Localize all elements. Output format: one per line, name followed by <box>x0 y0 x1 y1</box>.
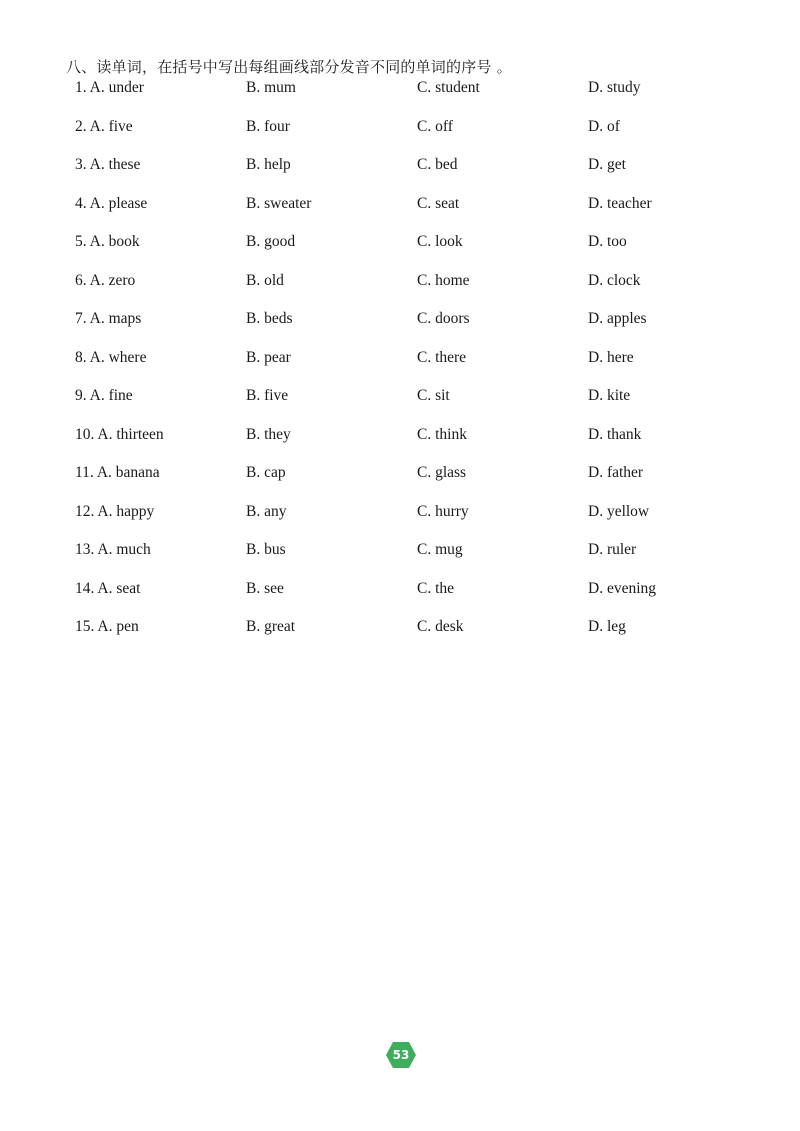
exercise-instruction: 八、读单词，在括号中写出每组画线部分发音不同的单词的序号 。 <box>66 58 512 76</box>
option-b: B. four <box>246 118 290 135</box>
question-row <box>0 76 800 100</box>
option-a: 13. A. much <box>75 541 151 558</box>
option-b: B. good <box>246 233 296 250</box>
option-c: C. think <box>417 426 467 443</box>
option-b: B. beds <box>246 310 293 327</box>
option-a: 3. A. these <box>75 156 141 173</box>
option-d: D. get <box>588 156 626 173</box>
option-d: D. kite <box>588 387 631 404</box>
option-a: 11. A. banana <box>75 464 160 481</box>
option-c: C. the <box>417 580 455 597</box>
option-d: D. ruler <box>588 541 637 558</box>
option-c: C. glass <box>417 464 467 481</box>
option-c: C. bed <box>417 156 458 173</box>
option-c: C. sit <box>417 387 450 404</box>
question-row <box>0 307 800 331</box>
question-row <box>0 192 800 216</box>
option-d: D. too <box>588 233 627 250</box>
option-b: B. five <box>246 387 289 404</box>
option-a: 7. A. maps <box>75 310 142 327</box>
option-a: 12. A. happy <box>75 503 155 520</box>
option-b: B. great <box>246 618 296 635</box>
question-row <box>0 577 800 601</box>
option-a: 9. A. fine <box>75 387 133 404</box>
question-row <box>0 230 800 254</box>
question-row <box>0 423 800 447</box>
question-row <box>0 615 800 639</box>
option-b: B. see <box>246 580 284 597</box>
option-d: D. thank <box>588 426 642 443</box>
option-c: C. seat <box>417 195 460 212</box>
question-row <box>0 538 800 562</box>
option-c: C. off <box>417 118 453 135</box>
option-d: D. study <box>588 79 641 96</box>
option-a: 10. A. thirteen <box>75 426 164 443</box>
option-d: D. teacher <box>588 195 652 212</box>
question-row <box>0 153 800 177</box>
option-d: D. here <box>588 349 634 366</box>
option-a: 14. A. seat <box>75 580 141 597</box>
page-number: 53 <box>392 1048 410 1062</box>
option-a: 15. A. pen <box>75 618 139 635</box>
option-a: 6. A. zero <box>75 272 136 289</box>
page-number-badge <box>385 1041 417 1069</box>
option-c: C. mug <box>417 541 463 558</box>
option-a: 4. A. please <box>75 195 148 212</box>
option-d: D. father <box>588 464 644 481</box>
option-d: D. apples <box>588 310 647 327</box>
option-b: B. cap <box>246 464 286 481</box>
option-c: C. student <box>417 79 480 96</box>
question-row <box>0 115 800 139</box>
question-row <box>0 461 800 485</box>
option-d: D. of <box>588 118 620 135</box>
option-a: 8. A. where <box>75 349 147 366</box>
question-row <box>0 346 800 370</box>
question-row <box>0 384 800 408</box>
option-b: B. help <box>246 156 291 173</box>
option-b: B. bus <box>246 541 286 558</box>
option-d: D. clock <box>588 272 641 289</box>
question-row <box>0 500 800 524</box>
option-c: C. home <box>417 272 470 289</box>
option-c: C. desk <box>417 618 464 635</box>
question-row <box>0 269 800 293</box>
option-d: D. evening <box>588 580 657 597</box>
option-b: B. old <box>246 272 284 289</box>
option-b: B. pear <box>246 349 291 366</box>
option-d: D. yellow <box>588 503 650 520</box>
option-c: C. look <box>417 233 463 250</box>
option-b: B. any <box>246 503 287 520</box>
option-c: C. doors <box>417 310 470 327</box>
option-a: 2. A. five <box>75 118 133 135</box>
option-c: C. there <box>417 349 467 366</box>
option-b: B. sweater <box>246 195 312 212</box>
option-b: B. mum <box>246 79 296 96</box>
option-d: D. leg <box>588 618 626 635</box>
option-b: B. they <box>246 426 291 443</box>
option-a: 5. A. book <box>75 233 140 250</box>
option-a: 1. A. under <box>75 79 144 96</box>
option-c: C. hurry <box>417 503 469 520</box>
